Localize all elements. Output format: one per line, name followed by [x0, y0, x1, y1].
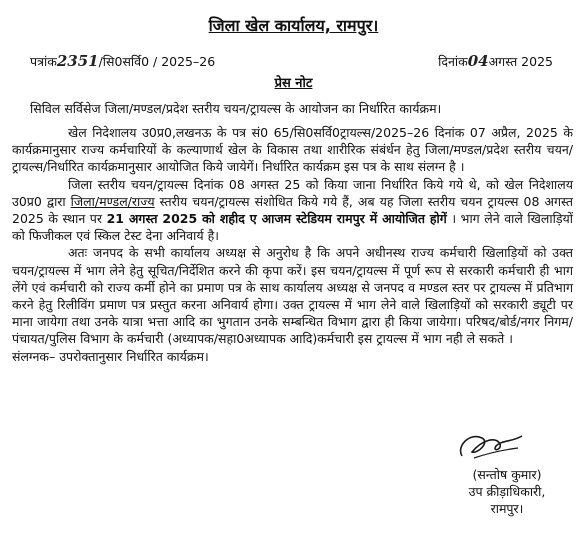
signature-mark: [452, 428, 528, 466]
paragraph-2-bold: 21 अगस्त 2025 को शहीद ए आजम स्टेडियम रामपुर में आयोजित होगें: [106, 211, 447, 227]
paragraph-2-part-2: स्तरीय चयन/ट्रायल्स संशोधित किये गये हैं, अब यह जिला स्तरीय चयन ट्रायल्स 08 अगस्त 2025 के स्थान पर: [12, 193, 573, 227]
signatory-place: रामपुर।: [490, 501, 524, 516]
paragraph-1: खेल निदेशालय उ0प्र0,लखनऊ के पत्र सं0 65/सि0सर्वि0ट्रायल्स/2025–26 दिनांक 07 अप्रैल, 2025 के कार्यक्रमानुसार राज्य कर्मचारियों के कल्याणार्थ खेल के विकास तथा शारीरिक संबंर्धन हेतु जिला/मण्डल/प्रदेश स्तरीय चयन/ट्रायल्स/निर्धारित कार्यक्रमानुसार आयोजित किये जायेगें। निर्धारित कार्यक्रम इस पत्र के साथ संलग्न है ।: [12, 125, 573, 175]
signatory-name: (सन्तोष कुमार): [472, 467, 542, 482]
letter-date-prefix: दिनांक: [438, 54, 468, 69]
reference-line: [30, 52, 553, 70]
signatory-designation: उप क्रीड़ाधिकारी,: [468, 484, 546, 499]
signature-block: [432, 466, 582, 517]
paragraph-2-part-1: जिला स्तरीय चयन/ट्रायल्स दिनांक 08 अगस्त 25 को किया जाना निर्धारित किये गये थे, को खेल निदेशालय उ0प्र0 द्वारा: [12, 176, 573, 209]
letter-date-day-handwritten: 04: [467, 52, 489, 70]
letter-number: [30, 52, 215, 70]
subject-line: सिविल सर्विसेज जिला/मण्डल/प्रदेश स्तरीय चयन/ट्रायल्स के आयोजन का निर्धारित कार्यक्रम।: [30, 101, 442, 116]
paragraph-2-part-3: । भाग लेने वाले खिलाड़ियों को फिजीकल एवं स्किल टेस्ट देना अनिवार्य है।: [12, 211, 573, 244]
paragraph-3: अतः जनपद के सभी कार्यालय अध्यक्ष से अनुरोध है कि अपने अधीनस्थ राज्य कर्मचारी खिलाड़ियों को उक्त चयन/ट्रायल्स में भाग लेने हेतु सूचित/निर्देशित करने की कृपा करें। इस चयन/ट्रायल्स में पूर्ण रूप से सरकारी कर्मचारी ही भाग लेंगे एवं कर्मचारी को राज्य कर्मी होने का प्रमाण पत्र के साथ कार्यालय अध्यक्ष से जनपद व मण्डल स्तर पर ट्रायल्स में प्रतिभाग करने हेतु रिलीविंग प्रमाण पत्र प्रस्तुत करना अनिवार्य होगा। उक्त ट्रायल्स में भाग लेने वाले खिलाड़ियों को सरकारी ड्यूटी पर माना जायेगा तथा उनके यात्रा भत्ता आदि का भुगतान उनके सम्बन्धित विभाग द्वारा ही किया जायेगा। परिषद/बोर्ड/नगर निगम/पंचायत/पुलिस विभाग के कर्मचारी (अध्यापक/सहा0अध्यापक आदि)कर्मचारी इस ट्रायल्स में भाग नही ले सकते ।: [12, 245, 573, 347]
letter-body: [12, 124, 573, 365]
paragraph-2: [12, 176, 573, 245]
letter-number-prefix: पत्रांक: [30, 54, 57, 69]
letter-number-suffix: /सि0सर्वि0 / 2025–26: [98, 54, 216, 69]
office-title: जिला खेल कार्यालय, रामपुर।: [208, 16, 379, 35]
paragraph-2-underlined: जिला/मण्डल/राज्य: [70, 193, 155, 209]
enclosure-line: संलग्नक– उपरोक्तानुसार निर्धारित कार्यक्रम।: [12, 348, 209, 364]
letter-date: [438, 52, 553, 70]
letter-date-suffix: अगस्त 2025: [488, 54, 553, 69]
press-note-heading: प्रेस नोट: [274, 76, 313, 91]
letter-number-handwritten: 2351: [56, 52, 99, 70]
